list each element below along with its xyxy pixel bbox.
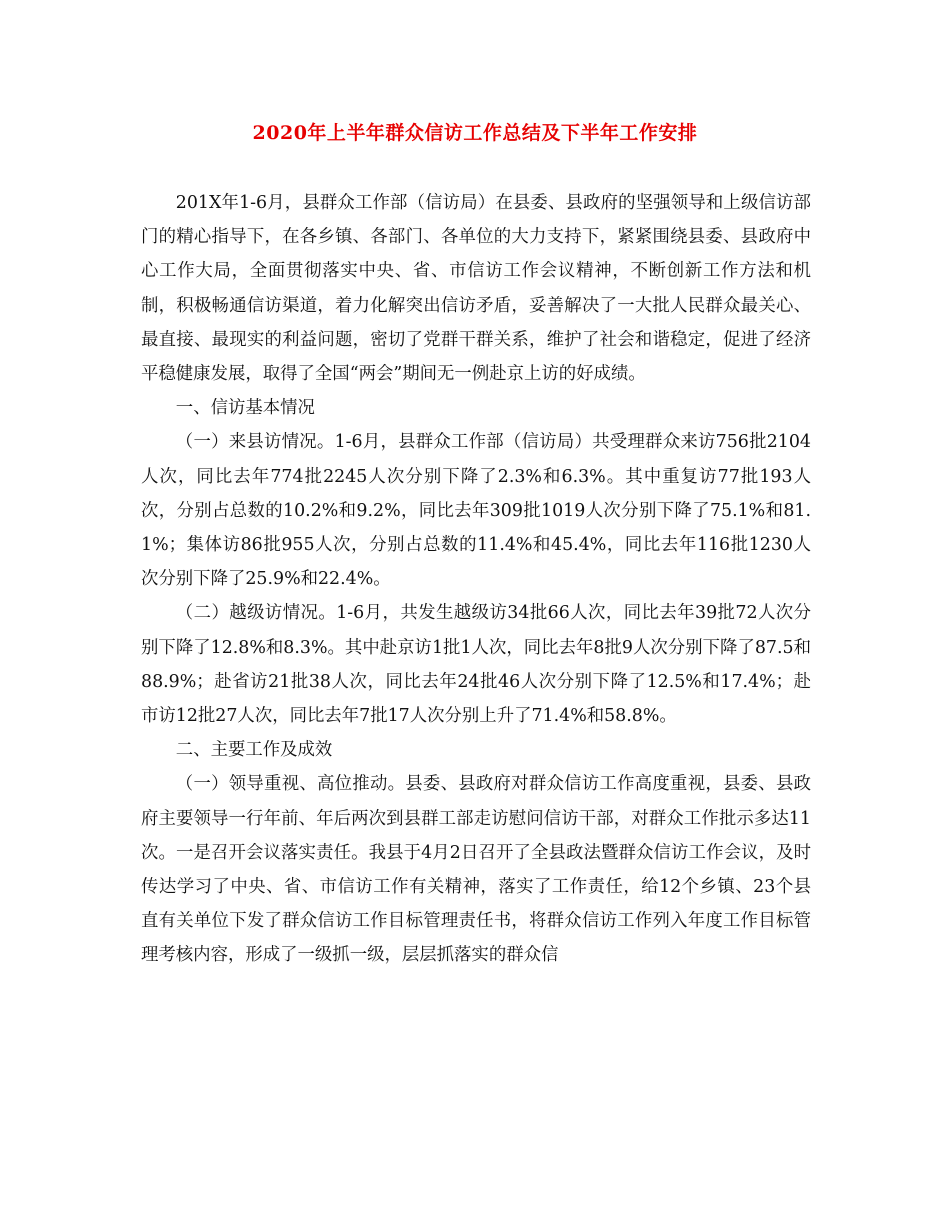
skip-level-visits-paragraph: （二）越级访情况。1-6月，共发生越级访34批66人次，同比去年39批72人次分别下降了12.8%和8.3%。其中赴京访1批1人次，同比去年8批9人次分别下降了87.5和88.9%；赴省访21批38人次，同比去年24批46人次分别下降了12.5%和17.4%；赴市访12批27人次，同比去年7批17人次分别上升了71.4%和58.8%。 [141,603,811,727]
leadership-paragraph: （一）领导重视、高位推动。县委、县政府对群众信访工作高度重视，县委、县政府主要领导一行年前、年后两次到县群工部走访慰问信访干部，对群众工作批示多达11次。一是召开会议落实责任。我县于4月2日召开了全县政法暨群众信访工作会议，及时传达学习了中央、省、市信访工作有关精神，落实了工作责任，给12个乡镇、23个县直有关单位下发了群众信访工作目标管理责任书，将群众信访工作列入年度工作目标管理考核内容，形成了一级抓一级，层层抓落实的群众信 [141,774,811,966]
section-heading-main-work: 二、主要工作及成效 [175,740,333,761]
section-heading-basic-situation: 一、信访基本情况 [175,398,315,419]
intro-paragraph: 201X年1-6月，县群众工作部（信访局）在县委、县政府的坚强领导和上级信访部门的精心指导下，在各乡镇、各部门、各单位的大力支持下，紧紧围绕县委、县政府中心工作大局，全面贯彻落实中央、省、市信访工作会议精神，不断创新工作方法和机制，积极畅通信访渠道，着力化解突出信访矛盾，妥善解决了一大批人民群众最关心、最直接、最现实的利益问题，密切了党群干群关系，维护了社会和谐稳定，促进了经济平稳健康发展，取得了全国“两会”期间无一例赴京上访的好成绩。 [141,193,811,385]
document-title: 2020年上半年群众信访工作总结及下半年工作安排 [252,122,698,144]
county-visits-paragraph: （一）来县访情况。1-6月，县群众工作部（信访局）共受理群众来访756批2104人次，同比去年774批2245人次分别下降了2.3%和6.3%。其中重复访77批193人次，分别占总数的10.2%和9.2%，同比去年309批1019人次分别下降了75.1%和81.1%；集体访86批955人次，分别占总数的11.4%和45.4%，同比去年116批1230人次分别下降了25.9%和22.4%。 [141,432,811,590]
document-body [141,186,811,973]
